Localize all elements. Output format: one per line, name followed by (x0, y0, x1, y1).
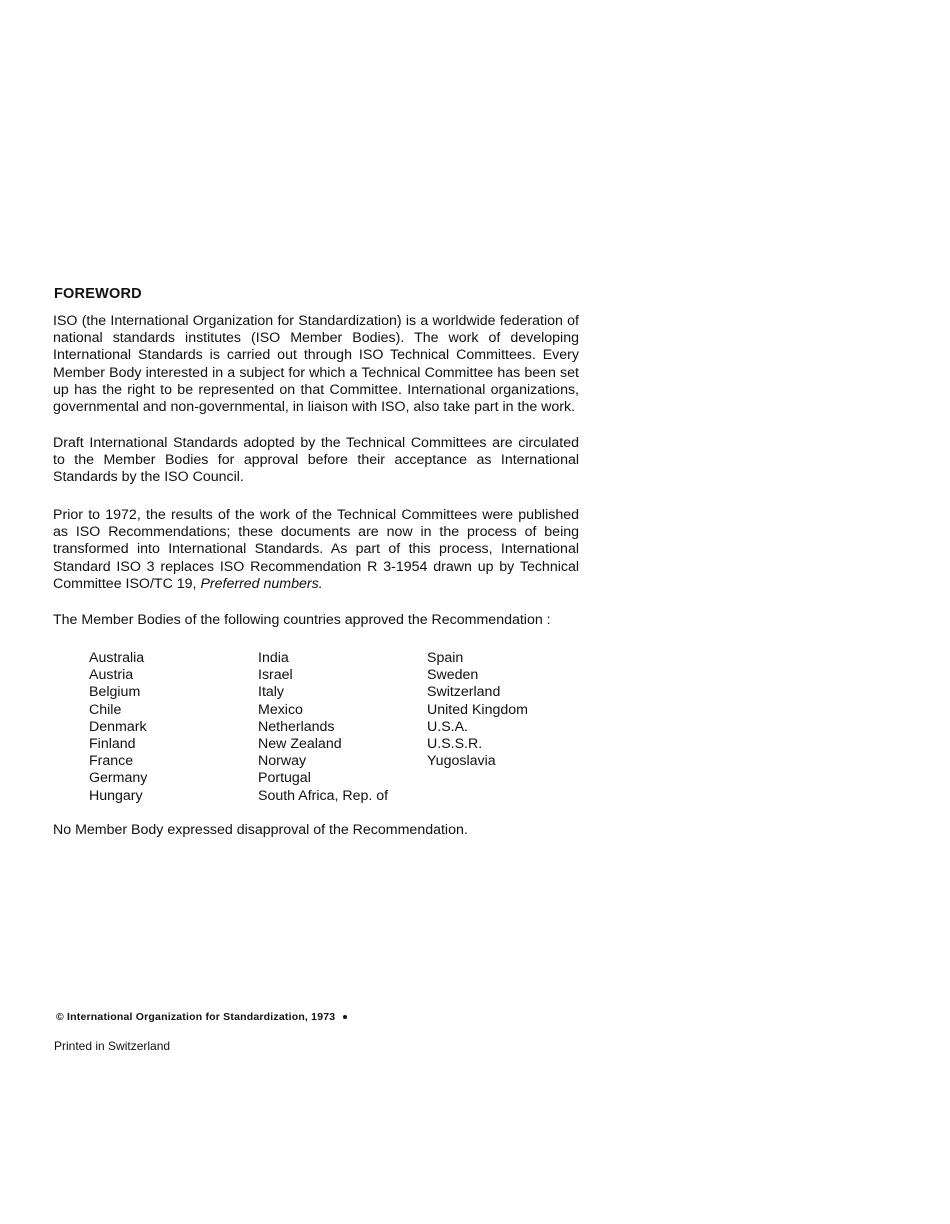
country-item: Finland (89, 736, 136, 753)
country-item: Netherlands (258, 718, 335, 735)
country-item: New Zealand (258, 736, 342, 753)
country-item: United Kingdom (427, 701, 528, 718)
bullet-dot-icon (343, 1015, 347, 1019)
country-item: U.S.A. (427, 718, 468, 735)
country-item: Denmark (89, 718, 147, 735)
country-item: France (89, 753, 134, 770)
country-column-3 (427, 650, 597, 770)
country-item: Austria (89, 667, 134, 684)
country-item: Australia (89, 650, 145, 666)
country-item: Yugoslavia (427, 753, 496, 770)
paragraph-iso-intro: ISO (the International Organization for Standardization) is a worldwide federation of national standards institutes (ISO Member Bodies). The work of developing International Standards is carried out through ISO Technical Committees. Every Member Body interested in a subject for which a Technical Committee has been set up has the right to be represented on that Committee. International organizations, governmental and non-governmental, in liaison with ISO, also take part in the work. (53, 313, 579, 416)
printed-in: Printed in Switzerland (54, 1039, 171, 1053)
country-item: Mexico (258, 701, 303, 718)
country-item: Spain (427, 650, 464, 666)
copyright-notice (56, 1011, 347, 1023)
preferred-numbers-title: Preferred numbers. (200, 575, 323, 592)
copyright-text: © International Organization for Standardization, 1973 (56, 1011, 336, 1023)
country-item: U.S.S.R. (427, 736, 483, 753)
paragraph-no-disapproval: No Member Body expressed disapproval of the Recommendation. (53, 822, 468, 838)
country-item: Switzerland (427, 684, 501, 701)
paragraph-prior-1972 (53, 507, 579, 593)
paragraph-prior-1972-text: Prior to 1972, the results of the work of the Technical Committees were published as ISO Recommendations; these documents are now in the process of being transformed into International Standards. As part of this process, International Standard ISO 3 replaces ISO Recommendation R 3-1954 drawn up by Technical Committee ISO/TC 19, (53, 507, 579, 592)
country-item: Italy (258, 684, 285, 701)
country-item: Sweden (427, 667, 479, 684)
country-column-2 (258, 650, 428, 805)
country-item: Belgium (89, 684, 141, 701)
paragraph-member-bodies-approved: The Member Bodies of the following countries approved the Recommendation : (53, 612, 551, 628)
country-column-1 (89, 650, 259, 805)
country-item: Hungary (89, 787, 143, 804)
country-item: India (258, 650, 289, 666)
country-item: Germany (89, 770, 148, 787)
country-item: Israel (258, 667, 293, 684)
country-item: Norway (258, 753, 307, 770)
country-item: South Africa, Rep. of (258, 787, 389, 804)
country-item: Chile (89, 701, 122, 718)
paragraph-draft-standards: Draft International Standards adopted by the Technical Committees are circulated to the Member Bodies for approval before their acceptance as International Standards by the ISO Council. (53, 435, 579, 486)
country-item: Portugal (258, 770, 311, 787)
foreword-heading: FOREWORD (54, 286, 142, 302)
